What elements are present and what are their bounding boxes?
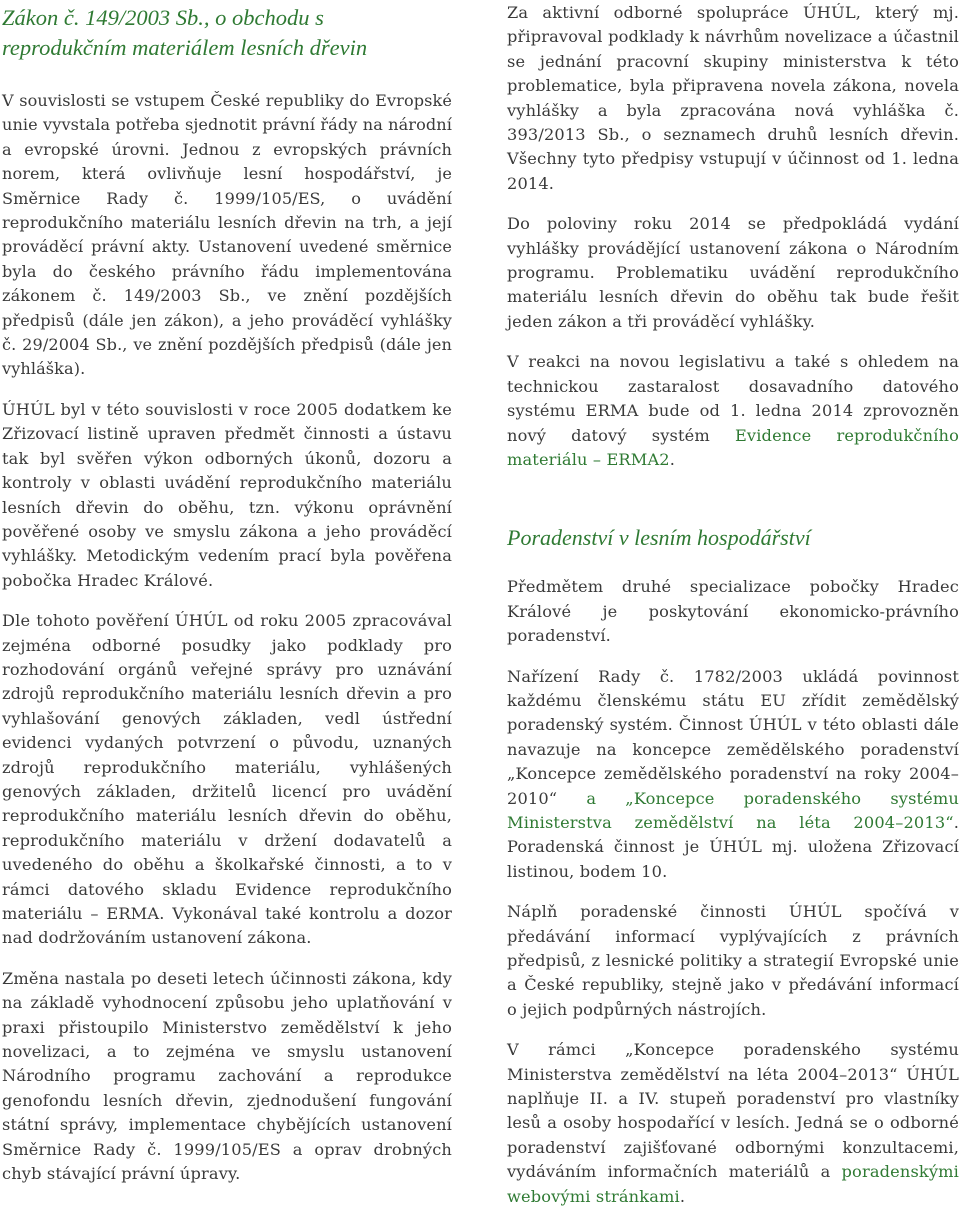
paragraph: Předmětem druhé specializace pobočky Hradec Králové je poskytování ekonomicko-právního poradenství. (507, 577, 959, 646)
paragraph: Změna nastala po deseti letech účinnosti zákona, kdy na základě vyhodnocení způsobu jeho uplatňování v praxi přistoupilo Ministerstvo zemědělství k jeho novelizaci, a to zejména ve smyslu ustanovení Národního programu zachování a reprodukce genofondu lesních dřevin, zjednodušení fungování státní správy, implementace chybějících ustanovení Směrnice Rady č. 1999/105/ES a oprav drobných chyb stávající právní úpravy. (2, 968, 452, 1184)
paragraph-text: Nařízení Rady č. 1782/2003 ukládá povinnost každému členskému státu EU zřídit zemědělský poradenský systém. Činnost ÚHÚL v této oblasti dále navazuje na koncepce zemědělského poradenství „Koncepce zemědělského poradenství na roky 2004–2010“ (507, 666, 959, 808)
concept-link[interactable]: a „Koncepce poradenského systému Ministerstva zemědělství na léta 2004–2013“ (507, 788, 959, 832)
paragraph: Náplň poradenské činnosti ÚHÚL spočívá v předávání informací vyplývajících z právních předpisů, z lesnické politiky a strategií Evropské unie a České republiky, stejně jako v předávání informací o jejich podpůrných nástrojích. (507, 902, 959, 1019)
paragraph (507, 350, 959, 472)
paragraph-text: V rámci „Koncepce poradenského systému Ministerstva zemědělství na léta 2004–2013“ ÚHÚL naplňuje II. a IV. stupeň poradenství pro vlastníky lesů a osoby hospodařící v lesích. Jedná se o odborné poradenství zajišťované odbornými konzultacemi, vydáváním informačních materiálů a (507, 1040, 959, 1182)
section-heading-advisory: Poradenství v lesním hospodářství (507, 525, 811, 551)
paragraph-text: . (669, 449, 676, 469)
paragraph: Dle tohoto pověření ÚHÚL od roku 2005 zpracovával zejména odborné posudky jako podklady pro rozhodování orgánů veřejné správy pro uznávání zdrojů reprodukčního materiálu lesních dřevin a pro vyhlašování genových základen, vedl ústřední evidenci vydaných potvrzení o původu, uznaných zdrojů reprodukčního materiálu, vyhlášených genových základen, držitelů licencí pro uvádění reprodukčního materiálu lesních dřevin do oběhu, reprodukčního materiálu v držení dodavatelů a uvedeného do oběhu a školkařské činnosti, a to v rámci datového skladu Evidence reprodukčního materiálu – ERMA. Vykonával také kontrolu a dozor nad dodržováním ustanovení zákona. (2, 611, 452, 948)
paragraph (507, 1038, 959, 1209)
paragraph: Za aktivní odborné spolupráce ÚHÚL, který mj. připravoval podklady k návrhům novelizace a účastnil se jednání pracovní skupiny ministerstva k této problematice, byla připravena novela zákona, novela vyhlášky a byla zpracována nová vyhláška č. 393/2013 Sb., o seznamech druhů lesních dřevin. Všechny tyto předpisy vstupují v účinnost od 1. ledna 2014. (507, 3, 959, 193)
paragraph-text: V reakci na novou legislativu a také s ohledem na technickou zastaralost dosavadního datového systému ERMA bude od 1. ledna 2014 zprovozněn nový datový systém (507, 352, 959, 445)
right-column (507, 0, 959, 1225)
paragraph-text: . (679, 1186, 686, 1206)
erma2-link[interactable]: Evidence reprodukčního materiálu – ERMA2 (507, 425, 959, 469)
left-column (2, 0, 452, 1202)
paragraph: V souvislosti se vstupem České republiky do Evropské unie vyvstala potřeba sjednotit právní řády na národní a evropské úrovni. Jednou z evropských právních norem, která ovlivňuje lesní hospodářství, je Směrnice Rady č. 1999/105/ES, o uvádění reprodukčního materiálu lesních dřevin na trh, a její prováděcí právní akty. Ustanovení uvedené směrnice byla do českého právního řádu implementována zákonem č. 149/2003 Sb., ve znění pozdějších předpisů (dále jen zákon), a jeho prováděcí vyhlášky č. 29/2004 Sb., ve znění pozdějších předpisů (dále jen vyhláška). (2, 91, 452, 379)
advisory-web-link[interactable]: poradenskými webovými stránkami (507, 1162, 959, 1206)
paragraph: Do poloviny roku 2014 se předpokládá vydání vyhlášky provádějící ustanovení zákona o Národním programu. Problematiku uvádění reprodukčního materiálu lesních dřevin do oběhu tak bude řešit jeden zákon a tři prováděcí vyhlášky. (507, 214, 959, 331)
section-heading-law: Zákon č. 149/2003 Sb., o obchodu s reprodukčním materiálem lesních dřevin (2, 5, 368, 60)
paragraph-text: . Poradenská činnost je ÚHÚL mj. uložena Zřizovací listinou, bodem 10. (507, 812, 959, 881)
paragraph (507, 665, 959, 885)
paragraph: ÚHÚL byl v této souvislosti v roce 2005 dodatkem ke Zřizovací listině upraven předmět činnosti a ústavu tak byl svěřen výkon odborných úkonů, dozoru a kontroly v oblasti uvádění reprodukčního materiálu lesních dřevin do oběhu, tzn. výkonu oprávnění pověřené osoby ve smyslu zákona a jeho prováděcí vyhlášky. Metodickým vedením prací byla pověřena pobočka Hradec Králové. (2, 399, 452, 590)
